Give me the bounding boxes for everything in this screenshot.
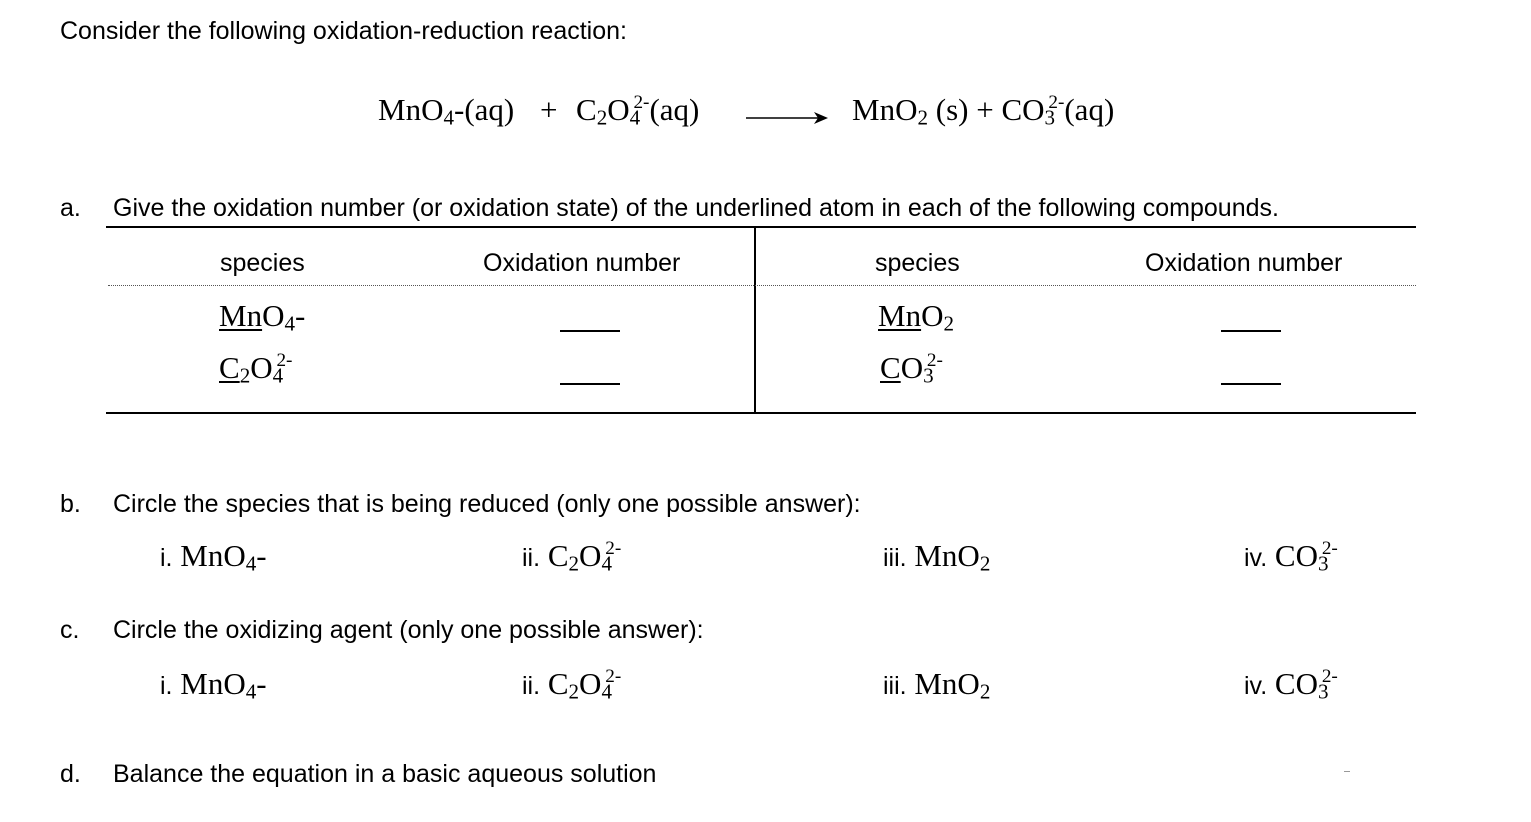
reaction-products: MnO2 $(s) + CO3^{2-}(aq)$ — [852, 92, 1115, 130]
part-c-option-iv[interactable]: iv. $CO3^{2-}$ — [1244, 666, 1338, 704]
reaction-reactant-1: MnO4-(aq) — [378, 92, 515, 130]
stray-mark — [1344, 771, 1350, 772]
answer-blank-mno2[interactable] — [1221, 330, 1281, 332]
table-species-c2o4: $C2O4^{2-}$ — [219, 350, 293, 388]
part-b-option-iii[interactable]: iii. MnO2 — [883, 538, 991, 576]
intro-text: Consider the following oxidation-reduction reaction: — [60, 17, 627, 45]
part-c-option-iii[interactable]: iii. MnO2 — [883, 666, 991, 704]
part-a-letter: a. — [60, 194, 81, 222]
answer-blank-c2o4[interactable] — [560, 383, 620, 385]
answer-blank-mno4[interactable] — [560, 330, 620, 332]
header-oxidation-right: Oxidation number — [1145, 249, 1343, 277]
table-species-mno2: MnO2 — [878, 298, 955, 336]
header-species-left: species — [220, 249, 305, 277]
part-a-prompt: Give the oxidation number (or oxidation state) of the underlined atom in each of the following compounds. — [113, 194, 1279, 222]
reaction-plus: + — [540, 92, 558, 127]
part-d-prompt: Balance the equation in a basic aqueous solution — [113, 760, 657, 788]
reaction-arrow-icon — [744, 108, 830, 128]
part-b-option-ii[interactable]: ii. $C2O4^{2-}$ — [522, 538, 622, 576]
part-b-prompt: Circle the species that is being reduced (only one possible answer): — [113, 490, 861, 518]
part-c-letter: c. — [60, 616, 80, 644]
table-header-rule — [108, 285, 1416, 286]
table-top-rule — [106, 226, 1416, 228]
table-species-mno4: MnO4- — [219, 298, 306, 336]
part-c-option-i[interactable]: i. MnO4- — [160, 666, 267, 704]
part-c-prompt: Circle the oxidizing agent (only one possible answer): — [113, 616, 704, 644]
header-species-right: species — [875, 249, 960, 277]
answer-blank-co3[interactable] — [1221, 383, 1281, 385]
table-species-co3: $CO3^{2-}$ — [880, 350, 943, 388]
part-b-option-i[interactable]: i. MnO4- — [160, 538, 267, 576]
table-divider — [754, 227, 756, 413]
part-c-option-ii[interactable]: ii. $C2O4^{2-}$ — [522, 666, 622, 704]
part-b-option-iv[interactable]: iv. $CO3^{2-}$ — [1244, 538, 1338, 576]
part-d-letter: d. — [60, 760, 81, 788]
part-b-letter: b. — [60, 490, 81, 518]
reaction-reactant-2: $C2O4^{2-}(aq)$ — [576, 92, 700, 130]
table-bottom-rule — [106, 412, 1416, 414]
header-oxidation-left: Oxidation number — [483, 249, 681, 277]
